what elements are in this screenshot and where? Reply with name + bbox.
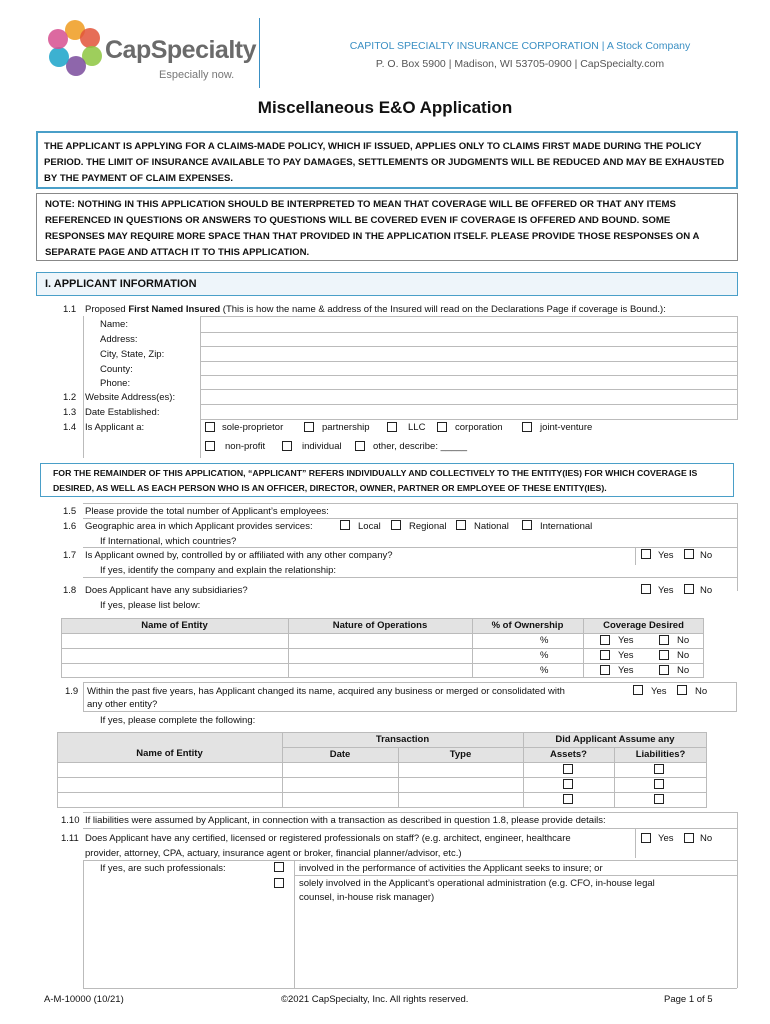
col-divider — [294, 860, 295, 988]
section-title: I. APPLICANT INFORMATION — [45, 278, 197, 290]
trans3-liabilities-checkbox[interactable] — [654, 794, 664, 804]
q1-3-text: Date Established: — [85, 407, 160, 418]
q1-7-text: Is Applicant owned by, controlled by or affiliated with any other company? — [85, 550, 393, 561]
logo-tagline: Especially now. — [159, 69, 235, 81]
col-divider — [635, 547, 636, 565]
q1-10-text: If liabilities were assumed by Applicant, in connection with a transaction as described in question 1.8, please provide details: — [85, 815, 606, 826]
col-divider — [737, 812, 738, 988]
corporation-checkbox[interactable] — [437, 422, 447, 432]
company-line: CAPITOL SPECIALTY INSURANCE CORPORATION | A Stock Company — [349, 40, 691, 52]
address-line: P. O. Box 5900 | Madison, WI 53705-0900 | CapSpecialty.com — [375, 58, 665, 70]
field-phone-label: Phone: — [100, 378, 131, 389]
field-divider-left — [83, 316, 84, 458]
q1-6-text: Geographic area in which Applicant provides services: — [85, 521, 313, 532]
sub1-yes-checkbox[interactable] — [600, 635, 610, 645]
note-text: NOTE: NOTHING IN THIS APPLICATION SHOULD BE INTERPRETED TO MEAN THAT COVERAGE WILL BE OFFERED OR THAT ANY ITEMS REFERENCED IN QUESTIONS OR ANSWERS TO QUESTIONS WILL BE COVERED EVEN IF COVERAGE IS OFFERED AND BOUND. SOME RESPONSES MAY REQUIRE MORE SPACE THAN THAT PROVIDED IN THE APPLICATION ITSELF. PLEASE PROVIDE THOSE RESPONSES ON A SEPARATE PAGE AND ATTACH IT TO THIS APPLICATION. — [45, 199, 700, 258]
national-checkbox[interactable] — [456, 520, 466, 530]
q1-7-num: 1.7 — [63, 550, 77, 561]
q1-2-num: 1.2 — [63, 392, 77, 403]
trans-col-assets: Assets? — [550, 749, 587, 760]
q1-1-pre: Proposed — [85, 304, 129, 315]
non-profit-label: non-profit — [225, 441, 266, 452]
sole-proprietor-checkbox[interactable] — [205, 422, 215, 432]
other-checkbox[interactable] — [355, 441, 365, 451]
date-established-input[interactable] — [201, 404, 737, 420]
q1-8-num: 1.8 — [63, 585, 77, 596]
non-profit-checkbox[interactable] — [205, 441, 215, 451]
international-label: International — [540, 521, 593, 532]
table-row-line — [57, 777, 707, 778]
row-divider — [83, 503, 737, 504]
table-row-line — [61, 648, 704, 649]
col-ownership: % of Ownership — [491, 620, 564, 631]
llc-checkbox[interactable] — [387, 422, 397, 432]
trans1-liabilities-checkbox[interactable] — [654, 764, 664, 774]
regional-checkbox[interactable] — [391, 520, 401, 530]
col-divider — [737, 503, 738, 591]
trans-col-transaction: Transaction — [375, 734, 430, 745]
claims-made-notice — [36, 131, 738, 189]
sub1-no-checkbox[interactable] — [659, 635, 669, 645]
q1-8-no-label: No — [700, 585, 713, 596]
q1-11-no-checkbox[interactable] — [684, 833, 694, 843]
field-county-label: County: — [100, 364, 133, 375]
logo — [40, 16, 260, 86]
trans3-assets-checkbox[interactable] — [563, 794, 573, 804]
remainder-note-text: FOR THE REMAINDER OF THIS APPLICATION, “APPLICANT” REFERS INDIVIDUALLY AND COLLECTIVELY TO THE ENTITY(IES) FOR WHICH COVERAGE IS DESIRED, AS WELL AS EACH PERSON WHO IS AN OFFICER, DIRECTOR, OWNER, PARTNER OR EMPLOYEE OF THESE ENTITY(IES). — [53, 468, 698, 493]
table-row-line — [57, 762, 707, 763]
sub2-no-label: No — [677, 650, 690, 661]
corporation-label: corporation — [455, 422, 503, 433]
section-header-applicant-info — [36, 272, 738, 296]
table-row-line — [61, 663, 704, 664]
sole-proprietor-label: sole-proprietor — [222, 422, 284, 433]
pct-3: % — [540, 665, 549, 676]
q1-7-no-label: No — [700, 550, 713, 561]
q1-7-yes-label: Yes — [658, 550, 674, 561]
q1-9-no-label: No — [695, 686, 708, 697]
trans-col-assume: Did Applicant Assume any — [555, 734, 675, 745]
q1-11-opt2-checkbox[interactable] — [274, 878, 284, 888]
trans-col-type: Type — [449, 749, 472, 760]
q1-7-yes-checkbox[interactable] — [641, 549, 651, 559]
joint-venture-label: joint-venture — [540, 422, 593, 433]
row-divider — [83, 828, 737, 829]
q1-4-num: 1.4 — [63, 422, 77, 433]
q1-9-yes-label: Yes — [651, 686, 667, 697]
q1-4-text: Is Applicant a: — [85, 422, 145, 433]
footer-page-number: Page 1 of 5 — [664, 994, 713, 1005]
q1-7-no-checkbox[interactable] — [684, 549, 694, 559]
q1-11-sub: If yes, are such professionals: — [100, 863, 226, 874]
q1-1-bold: First Named Insured — [128, 304, 221, 315]
row-divider — [83, 577, 737, 578]
q1-6-num: 1.6 — [63, 521, 77, 532]
q1-5-num: 1.5 — [63, 506, 77, 517]
q1-9-no-checkbox[interactable] — [677, 685, 687, 695]
q1-1-text — [85, 304, 666, 315]
remainder-note-box — [40, 463, 734, 497]
website-input[interactable] — [201, 389, 737, 405]
q1-11-opt2-line1: solely involved in the Applicant’s operational administration (e.g. CFO, in-house legal — [299, 878, 655, 889]
claims-made-notice-text: THE APPLICANT IS APPLYING FOR A CLAIMS-MADE POLICY, WHICH IF ISSUED, APPLIES ONLY TO CLAIMS FIRST MADE DURING THE POLICY PERIOD. THE LIMIT OF INSURANCE AVAILABLE TO PAY DAMAGES, SETTLEMENTS OR JUDGMENTS WILL BE REDUCED AND MAY BE EXHAUSTED BY THE PAYMENT OF CLAIM EXPENSES. — [44, 141, 725, 184]
q1-9-sub: If yes, please complete the following: — [100, 715, 256, 726]
q1-8-yes-label: Yes — [658, 585, 674, 596]
col-nature-of-operations: Nature of Operations — [332, 620, 428, 631]
local-checkbox[interactable] — [340, 520, 350, 530]
q1-1-num: 1.1 — [63, 304, 77, 315]
q1-11-opt1-checkbox[interactable] — [274, 862, 284, 872]
joint-venture-checkbox[interactable] — [522, 422, 532, 432]
sub1-no-label: No — [677, 635, 690, 646]
phone-input[interactable] — [201, 375, 737, 390]
q1-8-sub: If yes, please list below: — [100, 600, 201, 611]
sub3-no-label: No — [677, 665, 690, 676]
international-checkbox[interactable] — [522, 520, 532, 530]
q1-9-line2: any other entity? — [87, 699, 158, 710]
q1-7-sub: If yes, identify the company and explain the relationship: — [100, 565, 337, 576]
q1-9-yes-checkbox[interactable] — [633, 685, 643, 695]
table-row-line — [282, 747, 707, 748]
col-name-of-entity: Name of Entity — [141, 620, 208, 631]
col-divider — [83, 860, 84, 988]
row-divider — [83, 547, 737, 548]
row-divider — [83, 812, 737, 813]
col-coverage-desired: Coverage Desired — [603, 620, 684, 631]
sub2-yes-checkbox[interactable] — [600, 650, 610, 660]
regional-label: Regional — [409, 521, 447, 532]
row-divider — [83, 518, 737, 519]
individual-checkbox[interactable] — [282, 441, 292, 451]
sub2-yes-label: Yes — [618, 650, 634, 661]
row-divider — [294, 875, 737, 876]
row-divider — [83, 860, 737, 861]
field-address-label: Address: — [100, 334, 138, 345]
q1-8-yes-checkbox[interactable] — [641, 584, 651, 594]
trans2-liabilities-checkbox[interactable] — [654, 779, 664, 789]
address-input[interactable] — [201, 331, 737, 347]
county-input[interactable] — [201, 361, 737, 376]
q1-3-num: 1.3 — [63, 407, 77, 418]
trans-col-date: Date — [329, 749, 351, 760]
partnership-label: partnership — [322, 422, 370, 433]
footer-copyright: ©2021 CapSpecialty, Inc. All rights reserved. — [281, 994, 469, 1005]
footer-form-number: A-M-10000 (10/21) — [44, 994, 124, 1005]
field-city-label: City, State, Zip: — [100, 349, 165, 360]
national-label: National — [474, 521, 509, 532]
q1-9-line1: Within the past five years, has Applicant changed its name, acquired any business or merged or consolidated with — [87, 686, 565, 697]
q1-11-opt2-line2: counsel, in-house risk manager) — [299, 892, 435, 903]
q1-11-line1: Does Applicant have any certified, licensed or registered professionals on staff? (e.g. architect, engineer, healthcare — [85, 833, 571, 844]
llc-label: LLC — [408, 422, 426, 433]
sub2-no-checkbox[interactable] — [659, 650, 669, 660]
table-row-line — [61, 633, 704, 634]
sub1-yes-label: Yes — [618, 635, 634, 646]
pct-2: % — [540, 650, 549, 661]
q1-1-post: (This is how the name & address of the Insured will read on the Declarations Page if coverage is Bound.): — [220, 304, 666, 315]
q1-11-no-label: No — [700, 833, 713, 844]
local-label: Local — [358, 521, 381, 532]
q1-8-text: Does Applicant have any subsidiaries? — [85, 585, 248, 596]
col-divider — [635, 828, 636, 858]
city-input[interactable] — [201, 346, 737, 362]
header-divider — [259, 18, 260, 88]
field-divider — [200, 316, 201, 458]
page-title: Miscellaneous E&O Application — [257, 98, 513, 117]
field-divider-right — [737, 316, 738, 420]
q1-5-text: Please provide the total number of Applicant’s employees: — [85, 506, 329, 517]
trans2-assets-checkbox[interactable] — [563, 779, 573, 789]
sub3-yes-checkbox[interactable] — [600, 665, 610, 675]
q1-9-num: 1.9 — [65, 686, 79, 697]
logo-flower-icon — [40, 16, 110, 82]
q1-8-no-checkbox[interactable] — [684, 584, 694, 594]
row-divider — [83, 988, 737, 989]
partnership-checkbox[interactable] — [304, 422, 314, 432]
field-name-label: Name: — [100, 319, 128, 330]
q1-11-yes-label: Yes — [658, 833, 674, 844]
trans-col-name: Name of Entity — [136, 748, 203, 759]
q1-11-yes-checkbox[interactable] — [641, 833, 651, 843]
logo-text: CapSpecialty — [105, 36, 257, 64]
pct-1: % — [540, 635, 549, 646]
q1-2-text: Website Address(es): — [85, 392, 176, 403]
q1-11-line2: provider, attorney, CPA, actuary, insurance agent or broker, financial planner/advisor, etc.) — [85, 848, 462, 859]
q1-6-sub: If International, which countries? — [100, 536, 237, 547]
q1-10-num: 1.10 — [61, 815, 80, 826]
note-box — [36, 193, 738, 261]
q1-11-num: 1.11 — [61, 833, 79, 844]
q1-11-opt1-text: involved in the performance of activities the Applicant seeks to insure; or — [299, 863, 603, 874]
other-label: other, describe: _____ — [373, 441, 468, 452]
sub3-no-checkbox[interactable] — [659, 665, 669, 675]
trans1-assets-checkbox[interactable] — [563, 764, 573, 774]
sub3-yes-label: Yes — [618, 665, 634, 676]
individual-label: individual — [302, 441, 342, 452]
table-row-line — [57, 792, 707, 793]
trans-col-liabilities: Liabilities? — [635, 749, 686, 760]
